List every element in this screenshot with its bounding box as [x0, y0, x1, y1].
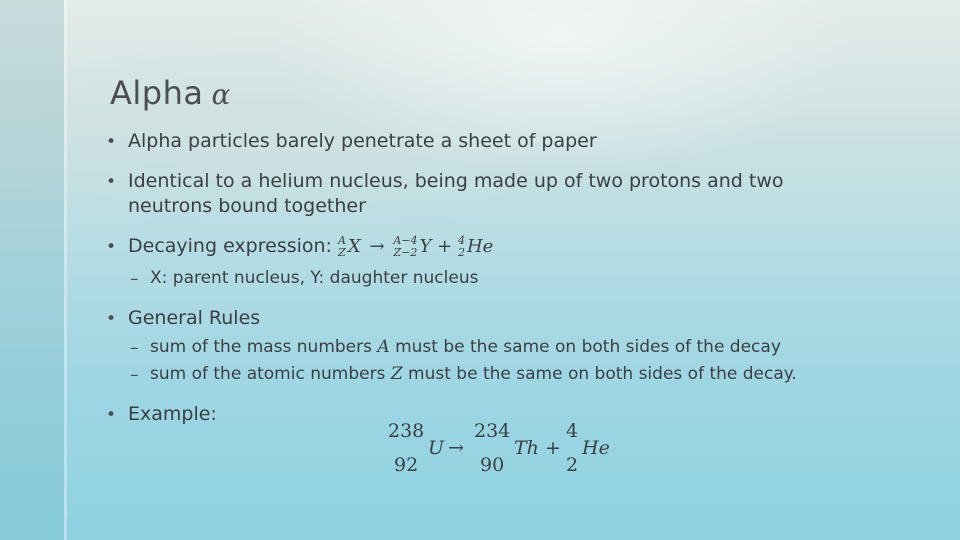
atomic-rule-text-a: sum of the atomic numbers: [150, 364, 386, 384]
he-atomic-number: 2: [566, 454, 579, 476]
sub-mass-rule: [150, 335, 781, 359]
sub-atomic-rule: [150, 362, 797, 386]
th-symbol: Th: [514, 437, 539, 459]
dash-marker: –: [130, 269, 139, 289]
x-symbol: X: [347, 236, 361, 257]
decaying-label: Decaying expression:: [128, 235, 332, 257]
mass-rule-text-b: must be the same on both sides of the decay: [395, 337, 781, 357]
example-equation: [386, 416, 646, 480]
plus-symbol: +: [437, 236, 453, 257]
bullet-marker: •: [106, 405, 117, 425]
title-text: Alpha: [110, 74, 204, 112]
bullet-marker: •: [106, 132, 117, 152]
slide-left-edge: [64, 0, 67, 540]
arrow-symbol: →: [448, 437, 464, 459]
bullet-marker: •: [106, 309, 117, 329]
mass-number-variable: A: [377, 337, 390, 357]
bullet-helium-line1: Identical to a helium nucleus, being made up of two protons and two: [128, 170, 784, 192]
slide-title: [110, 74, 231, 112]
u-symbol: U: [428, 437, 445, 459]
bullet-decaying-expression: [128, 234, 493, 259]
he-symbol: He: [582, 437, 610, 459]
he-mass-number: 4: [457, 234, 465, 247]
dash-marker: –: [130, 365, 139, 385]
x-atomic-number: Z: [338, 246, 346, 259]
y-symbol: Y: [419, 236, 432, 257]
sub-parent-daughter: X: parent nucleus, Y: daughter nucleus: [150, 268, 479, 288]
plus-symbol: +: [545, 437, 561, 459]
bullet-helium-line2: neutrons bound together: [128, 195, 366, 217]
he-mass-number: 4: [566, 420, 579, 442]
x-isotope-numbers: [338, 235, 346, 259]
he-isotope-numbers: [458, 235, 465, 259]
u-mass-number: 238: [388, 420, 425, 442]
bullet-marker: •: [106, 237, 117, 257]
x-mass-number: A: [338, 234, 346, 247]
dash-marker: –: [130, 338, 139, 358]
bullet-example: Example:: [128, 403, 217, 425]
y-atomic-number: Z−2: [393, 246, 418, 259]
arrow-symbol: →: [369, 236, 385, 257]
he-symbol: He: [466, 236, 494, 257]
y-isotope-numbers: [393, 235, 417, 259]
mass-rule-text-a: sum of the mass numbers: [150, 337, 372, 357]
bullet-general-rules: General Rules: [128, 307, 261, 329]
bullet-penetration: Alpha particles barely penetrate a sheet of paper: [128, 130, 597, 152]
y-mass-number: A−4: [393, 234, 418, 247]
atomic-rule-text-b: must be the same on both sides of the decay.: [408, 364, 797, 384]
he-atomic-number: 2: [457, 246, 465, 259]
th-atomic-number: 90: [480, 454, 505, 476]
decay-expression: [338, 236, 493, 257]
atomic-number-variable: Z: [390, 364, 403, 384]
th-mass-number: 234: [474, 420, 511, 442]
bullet-marker: •: [106, 172, 117, 192]
slide-left-band: [0, 0, 64, 540]
u-atomic-number: 92: [394, 454, 419, 476]
title-alpha-symbol: α: [211, 78, 231, 111]
